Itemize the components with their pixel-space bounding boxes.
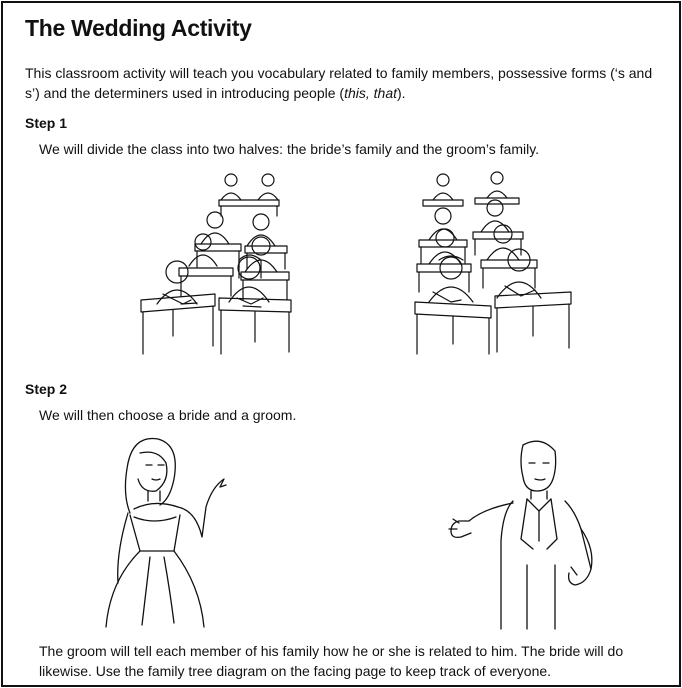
classroom-right-illustration — [403, 168, 578, 358]
outro-paragraph: The groom will tell each member of his family how he or she is related to him. The bride will do likewise. Use the family tree diagram on the facing page to keep track of everyone. — [39, 643, 624, 679]
intro-text: This classroom activity will teach you vocabulary related to family members, possessive forms (‘s and s’) and the determiners used in introducing people ( — [25, 65, 653, 101]
step2-heading: Step 2 — [25, 381, 68, 397]
intro-paragraph — [25, 63, 665, 103]
bride-illustration — [98, 433, 233, 631]
classroom-left-illustration — [133, 168, 298, 358]
page-title: The Wedding Activity — [25, 15, 252, 41]
groom-illustration — [443, 435, 613, 631]
step2-text: We will then choose a bride and a groom. — [39, 407, 297, 423]
step1-heading: Step 1 — [25, 115, 68, 131]
page — [1, 1, 681, 687]
step1-text: We will divide the class into two halves: the bride’s family and the groom’s family. — [39, 141, 540, 157]
intro-italic-text: this, that — [344, 85, 397, 101]
intro-text-end: ). — [397, 85, 406, 101]
